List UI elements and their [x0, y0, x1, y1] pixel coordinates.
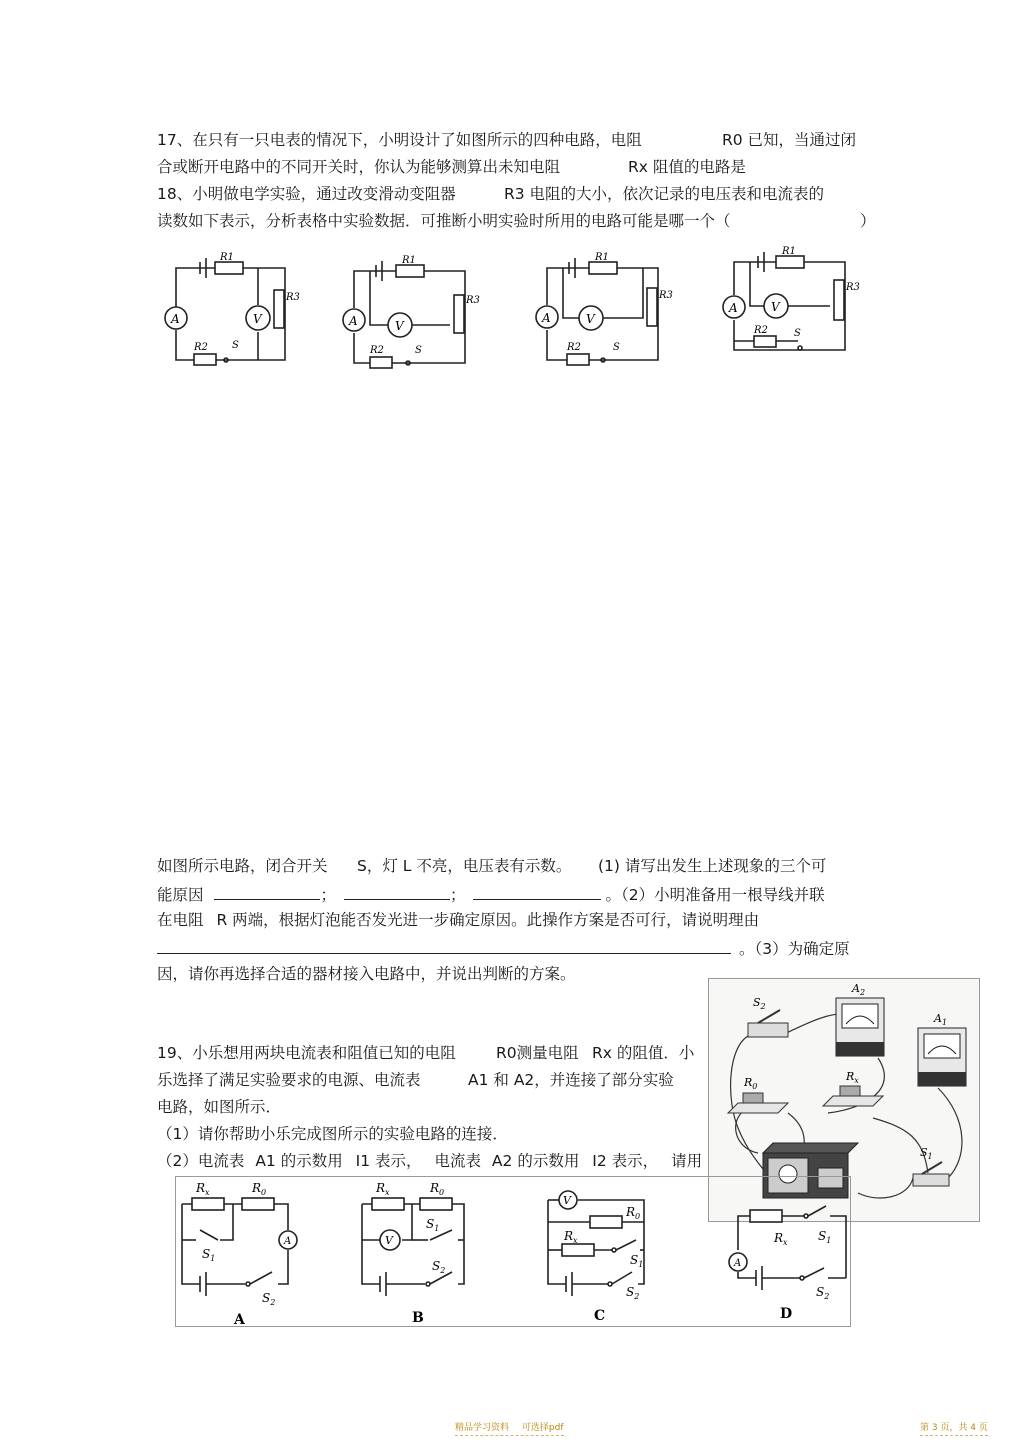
photo-label-rx: R — [846, 1070, 855, 1083]
option-caption-b: B — [412, 1310, 424, 1326]
q18-line-1 — [157, 184, 456, 204]
svg-text:S2 — [816, 1285, 829, 1301]
q19-text-5g: 请用 — [671, 1152, 703, 1170]
optA-label-r0: R — [252, 1181, 262, 1195]
optC-label-r0: R — [626, 1205, 636, 1219]
optA-label-s2: S — [262, 1291, 271, 1305]
svg-text:Rx — [563, 1229, 578, 1245]
q18-c4-r1: R1 — [782, 246, 796, 257]
svg-text:Rx — [773, 1231, 788, 1247]
q19-line-1 — [157, 1043, 456, 1063]
photo-label-a2-sub: 2 — [859, 988, 866, 997]
optB-label-s2: S — [432, 1259, 441, 1273]
footer-page-number — [920, 1420, 988, 1436]
optB-label-rx-sub: x — [385, 1188, 390, 1197]
q18-circuit-2 — [340, 253, 485, 373]
q19-text-5e: A2 的示数用 — [491, 1152, 580, 1170]
qL-text-5: 因，请你再选择合适的器材接入电路中，并说出判断的方案。 — [157, 965, 576, 983]
q19-text-5f: I2 表示， — [592, 1152, 659, 1170]
optC-label-s2-sub: 2 — [634, 1292, 640, 1301]
photo-label-a1: A — [934, 1012, 942, 1025]
qL-blank-3[interactable] — [473, 883, 601, 900]
photo-label-r0-sub: 0 — [752, 1082, 758, 1091]
optB-label-r0-sub: 0 — [439, 1188, 445, 1197]
q18-c3-r3: R3 — [659, 290, 673, 301]
q19-text-5a: （2）电流表 — [157, 1152, 245, 1170]
q18-text-2-end: ） — [860, 212, 876, 230]
svg-text:S1 — [630, 1253, 643, 1269]
optD-label-s2: S — [816, 1285, 825, 1299]
q19-text-2b: A1 和 A2，并连接了部分实验 — [468, 1071, 674, 1089]
optA-label-rx-sub: x — [205, 1188, 210, 1197]
photo-label-a1-sub: 1 — [941, 1018, 948, 1027]
q17-line-1 — [157, 130, 642, 150]
q19-text-1c: Rx 的阻值．小 — [592, 1044, 695, 1062]
q18-c4-r2: R2 — [754, 325, 768, 336]
q18-c2-v: V — [395, 319, 404, 333]
q19-text-5d: 电流表 — [434, 1152, 481, 1170]
q19-line-3 — [157, 1097, 281, 1117]
footer-left-2: 可选择pdf — [521, 1423, 564, 1433]
q18-c4-s: S — [794, 328, 801, 339]
qL-line-5 — [157, 964, 576, 984]
svg-text:S1 — [202, 1247, 215, 1263]
q19-text-3: 电路，如图所示． — [157, 1098, 282, 1116]
q18-c4-a: A — [729, 301, 738, 315]
q18-c4-r3: R3 — [846, 282, 860, 293]
q18-c1-v: V — [253, 312, 262, 326]
optD-label-rx-sub: x — [783, 1238, 788, 1247]
optC-label-r0-sub: 0 — [635, 1212, 641, 1221]
q18-c1-r2: R2 — [194, 342, 208, 353]
q18-circuit-3 — [533, 250, 678, 370]
q18-text-1a: 18、小明做电学实验，通过改变滑动变阻器 — [157, 185, 456, 203]
q18-c3-r2: R2 — [567, 342, 581, 353]
q19-circuit-options — [170, 1172, 870, 1332]
q18-line-2 — [157, 211, 731, 231]
qL-text-1c: (1) 请写出发生上述现象的三个可 — [598, 857, 827, 875]
q18-c2-r3: R3 — [466, 295, 480, 306]
option-caption-a: A — [234, 1312, 245, 1328]
photo-label-r0: R — [744, 1076, 753, 1089]
q18-c2-r1: R1 — [402, 255, 416, 266]
photo-label-s1: S — [920, 1146, 928, 1159]
q18-c3-s: S — [613, 342, 620, 353]
q17-text-1b: R0 已知，当通过闭 — [722, 131, 857, 149]
footer-left — [455, 1420, 564, 1436]
optB-label-s1: S — [426, 1217, 435, 1231]
optA-label-r0-sub: 0 — [261, 1188, 267, 1197]
qL-line-2 — [157, 883, 825, 905]
qL-blank-2[interactable] — [344, 883, 450, 900]
photo-label-rx-sub: x — [854, 1076, 859, 1085]
optB-label-s1-sub: 1 — [434, 1224, 440, 1233]
qL-blank-reason[interactable] — [157, 937, 731, 954]
q17-text-1a: 17、在只有一只电表的情况下，小明设计了如图所示的四种电路，电阻 — [157, 131, 642, 149]
q18-text-1b: R3 电阻的大小，依次记录的电压表和电流表的 — [504, 185, 825, 203]
qL-sep-1: ； — [320, 886, 336, 904]
q18-c2-r2: R2 — [370, 345, 384, 356]
q18-text-2: 读数如下表示，分析表格中实验数据．可推断小明实验时所用的电路可能是哪一个（ — [157, 212, 731, 230]
optB-label-v: V — [385, 1234, 393, 1247]
optB-label-rx: R — [376, 1181, 386, 1195]
optA-label-rx: R — [196, 1181, 206, 1195]
q18-c4-v: V — [771, 300, 780, 314]
q19-line-2b — [468, 1070, 674, 1090]
footer-right: 第 3 页，共 4 页 — [920, 1423, 988, 1433]
q19-line-5 — [157, 1151, 702, 1171]
q18-line-2-end — [860, 211, 876, 231]
optA-label-a: A — [284, 1236, 292, 1247]
option-caption-d: D — [780, 1306, 793, 1322]
q17-text-2a: 合或断开电路中的不同开关时，你认为能够测算出未知电阻 — [157, 158, 561, 176]
qL-text-3a: 在电阻 — [157, 911, 204, 929]
q18-circuit-1 — [160, 250, 305, 370]
svg-text:S1 — [426, 1217, 439, 1233]
qL-line-3 — [157, 910, 759, 930]
photo-label-s2: S — [753, 996, 761, 1009]
q17-line-1b — [722, 130, 856, 150]
qL-line-4 — [157, 937, 850, 959]
svg-text:S2 — [626, 1285, 639, 1301]
optC-label-s1-sub: 1 — [638, 1260, 644, 1269]
optB-label-r0: R — [430, 1181, 440, 1195]
footer-left-1: 精品学习资料 — [455, 1423, 510, 1433]
optC-label-s1: S — [630, 1253, 639, 1267]
q17-text-2b: Rx 阻值的电路是 — [628, 158, 746, 176]
optA-label-s1-sub: 1 — [210, 1254, 216, 1263]
option-caption-c: C — [594, 1308, 606, 1324]
q18-line-1b — [504, 184, 824, 204]
svg-text:S2 — [262, 1291, 275, 1307]
svg-text:Rx — [195, 1181, 210, 1197]
q19-text-1a: 19、小乐想用两块电流表和阻值已知的电阻 — [157, 1044, 456, 1062]
q19-line-1b — [496, 1043, 579, 1063]
ammeter-a1-device — [918, 1028, 966, 1086]
qL-line-1c — [598, 856, 826, 876]
q18-c1-r3: R3 — [286, 292, 300, 303]
q17-line-2 — [157, 157, 560, 177]
q18-c3-a: A — [542, 311, 551, 325]
q18-c2-a: A — [349, 314, 358, 328]
photo-label-s1-sub: 1 — [927, 1152, 933, 1161]
q18-c1-s: S — [232, 340, 239, 351]
optD-label-s2-sub: 2 — [824, 1292, 830, 1301]
optD-label-a: A — [734, 1258, 742, 1269]
qL-sep-2: ； — [449, 886, 466, 904]
q18-c1-r1: R1 — [220, 252, 234, 263]
q18-c1-a: A — [171, 312, 180, 326]
qL-text-2end: 。（2）小明准备用一根导线并联 — [605, 886, 825, 904]
q19-text-1b: R0测量电阻 — [496, 1044, 579, 1062]
qL-text-2a: 能原因 — [157, 886, 204, 904]
q18-c3-r1: R1 — [595, 252, 609, 263]
qL-line-1 — [157, 856, 328, 876]
optD-label-s1-sub: 1 — [826, 1236, 832, 1245]
q19-text-5c: I1 表示， — [355, 1152, 422, 1170]
q17-line-2b — [628, 157, 746, 177]
qL-text-1a: 如图所示电路，闭合开关 — [157, 857, 328, 875]
q19-text-4: （1）请你帮助小乐完成图所示的实验电路的连接． — [157, 1125, 508, 1143]
optD-label-s1: S — [818, 1229, 827, 1243]
optD-label-rx: R — [774, 1231, 784, 1245]
q19-text-5b: A1 的示数用 — [255, 1152, 343, 1170]
ammeter-a2-device — [836, 998, 884, 1056]
optC-label-v: V — [563, 1194, 571, 1207]
q18-c2-s: S — [415, 345, 422, 356]
q19-line-1c — [592, 1043, 694, 1063]
qL-blank-1[interactable] — [214, 883, 320, 900]
qL-text-4end: 。（3）为确定原 — [739, 940, 850, 958]
svg-text:R0 — [625, 1205, 640, 1221]
q19-line-2 — [157, 1070, 421, 1090]
q18-c3-v: V — [586, 312, 595, 326]
photo-label-a2: A — [852, 982, 860, 995]
q19-text-2a: 乐选择了满足实验要求的电源、电流表 — [157, 1071, 421, 1089]
optC-label-rx-sub: x — [573, 1236, 578, 1245]
svg-text:R0 — [251, 1181, 266, 1197]
photo-label-s2-sub: 2 — [760, 1002, 766, 1011]
optC-label-rx: R — [564, 1229, 574, 1243]
optB-label-s2-sub: 2 — [440, 1266, 446, 1275]
svg-text:Rx — [375, 1181, 390, 1197]
qL-text-3b: R 两端，根据灯泡能否发光进一步确定原因。此操作方案是否可行，请说明理由 — [216, 911, 760, 929]
svg-text:S2 — [432, 1259, 445, 1275]
optA-label-s2-sub: 2 — [270, 1298, 276, 1307]
q18-circuit-4 — [720, 240, 865, 360]
svg-text:S1 — [818, 1229, 831, 1245]
qL-text-1b: S，灯 L 不亮，电压表有示数。 — [357, 857, 572, 875]
optC-label-s2: S — [626, 1285, 635, 1299]
optA-label-s1: S — [202, 1247, 211, 1261]
svg-text:R0 — [429, 1181, 444, 1197]
q19-line-4 — [157, 1124, 508, 1144]
qL-line-1b — [357, 856, 571, 876]
